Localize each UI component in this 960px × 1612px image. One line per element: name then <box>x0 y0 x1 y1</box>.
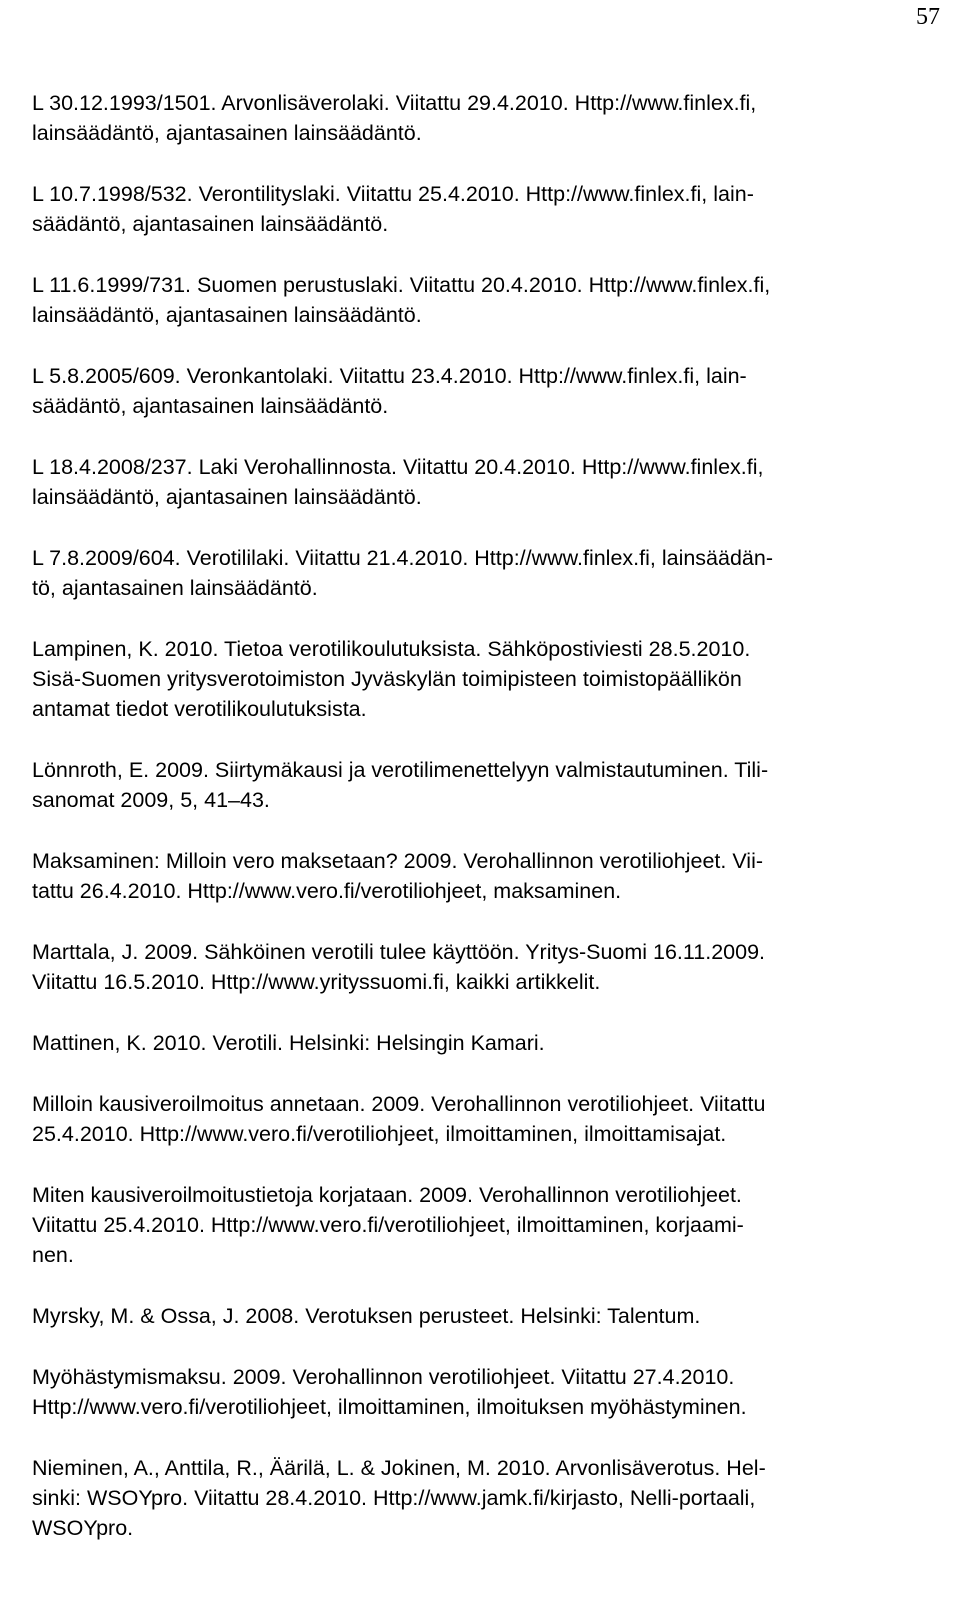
reference-line: L 5.8.2005/609. Veronkantolaki. Viitattu 23.4.2010. Http://www.finlex.fi, lain- <box>32 364 747 388</box>
reference-line: L 11.6.1999/731. Suomen perustuslaki. Viitattu 20.4.2010. Http://www.finlex.fi, <box>32 273 771 297</box>
reference-line: lainsäädäntö, ajantasainen lainsäädäntö. <box>32 485 422 509</box>
reference-entry <box>32 179 932 239</box>
page-number: 57 <box>916 4 940 30</box>
reference-entry <box>32 452 932 512</box>
reference-line: sinki: WSOYpro. Viitattu 28.4.2010. Http://www.jamk.fi/kirjasto, Nelli-portaali, <box>32 1486 756 1510</box>
reference-entry <box>32 543 932 603</box>
reference-line: Maksaminen: Milloin vero maksetaan? 2009. Verohallinnon verotiliohjeet. Vii- <box>32 849 763 873</box>
reference-list <box>32 88 932 1574</box>
reference-line: Marttala, J. 2009. Sähköinen verotili tulee käyttöön. Yritys-Suomi 16.11.2009. <box>32 940 766 964</box>
reference-line: tattu 26.4.2010. Http://www.vero.fi/verotiliohjeet, maksaminen. <box>32 879 622 903</box>
reference-line: Http://www.vero.fi/verotiliohjeet, ilmoittaminen, ilmoituksen myöhästyminen. <box>32 1395 747 1419</box>
reference-line: Lönnroth, E. 2009. Siirtymäkausi ja verotilimenettelyyn valmistautuminen. Tili- <box>32 758 769 782</box>
reference-entry <box>32 1180 932 1270</box>
reference-line: Milloin kausiveroilmoitus annetaan. 2009. Verohallinnon verotiliohjeet. Viitattu <box>32 1092 766 1116</box>
reference-line: Mattinen, K. 2010. Verotili. Helsinki: Helsingin Kamari. <box>32 1031 545 1055</box>
reference-line: L 30.12.1993/1501. Arvonlisäverolaki. Viitattu 29.4.2010. Http://www.finlex.fi, <box>32 91 757 115</box>
reference-line: L 18.4.2008/237. Laki Verohallinnosta. Viitattu 20.4.2010. Http://www.finlex.fi, <box>32 455 764 479</box>
reference-line: nen. <box>32 1243 74 1267</box>
reference-line: Viitattu 25.4.2010. Http://www.vero.fi/verotiliohjeet, ilmoittaminen, korjaami- <box>32 1213 744 1237</box>
reference-line: sanomat 2009, 5, 41–43. <box>32 788 270 812</box>
reference-entry <box>32 634 932 724</box>
reference-line: L 10.7.1998/532. Verontilityslaki. Viitattu 25.4.2010. Http://www.finlex.fi, lain- <box>32 182 754 206</box>
reference-line: Nieminen, A., Anttila, R., Äärilä, L. & Jokinen, M. 2010. Arvonlisäverotus. Hel- <box>32 1456 766 1480</box>
reference-line: Miten kausiveroilmoitustietoja korjataan. 2009. Verohallinnon verotiliohjeet. <box>32 1183 742 1207</box>
reference-line: säädäntö, ajantasainen lainsäädäntö. <box>32 394 389 418</box>
reference-line: WSOYpro. <box>32 1516 134 1540</box>
reference-entry <box>32 1453 932 1543</box>
reference-line: lainsäädäntö, ajantasainen lainsäädäntö. <box>32 121 422 145</box>
reference-line: lainsäädäntö, ajantasainen lainsäädäntö. <box>32 303 422 327</box>
reference-line: tö, ajantasainen lainsäädäntö. <box>32 576 318 600</box>
reference-entry <box>32 846 932 906</box>
reference-entry <box>32 755 932 815</box>
reference-line: Myrsky, M. & Ossa, J. 2008. Verotuksen perusteet. Helsinki: Talentum. <box>32 1304 701 1328</box>
reference-entry <box>32 88 932 148</box>
reference-entry <box>32 1028 932 1058</box>
reference-line: L 7.8.2009/604. Verotililaki. Viitattu 21.4.2010. Http://www.finlex.fi, lainsäädän- <box>32 546 774 570</box>
reference-entry <box>32 1089 932 1149</box>
reference-entry <box>32 361 932 421</box>
reference-line: Myöhästymismaksu. 2009. Verohallinnon verotiliohjeet. Viitattu 27.4.2010. <box>32 1365 735 1389</box>
reference-line: Lampinen, K. 2010. Tietoa verotilikoulutuksista. Sähköpostiviesti 28.5.2010. <box>32 637 751 661</box>
reference-entry <box>32 1301 932 1331</box>
reference-line: antamat tiedot verotilikoulutuksista. <box>32 697 367 721</box>
reference-line: säädäntö, ajantasainen lainsäädäntö. <box>32 212 389 236</box>
reference-line: Viitattu 16.5.2010. Http://www.yrityssuomi.fi, kaikki artikkelit. <box>32 970 601 994</box>
reference-entry <box>32 937 932 997</box>
reference-line: 25.4.2010. Http://www.vero.fi/verotiliohjeet, ilmoittaminen, ilmoittamisajat. <box>32 1122 727 1146</box>
reference-entry <box>32 270 932 330</box>
reference-line: Sisä-Suomen yritysverotoimiston Jyväskylän toimipisteen toimistopäällikön <box>32 667 742 691</box>
reference-entry <box>32 1362 932 1422</box>
